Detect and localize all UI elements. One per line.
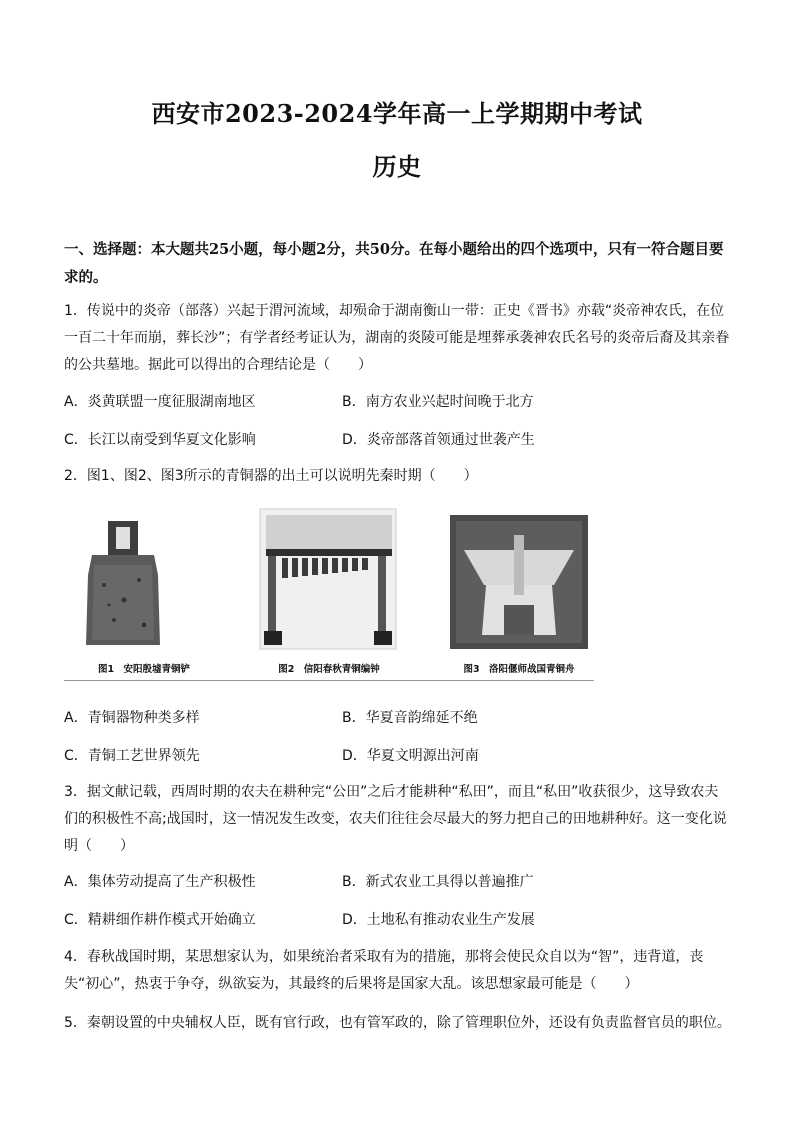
question-3-option-a: A．集体劳动提高了生产积极性 bbox=[64, 874, 256, 890]
bronze-bells-image bbox=[254, 505, 404, 655]
question-1-option-a: A．炎黄联盟一度征服湖南地区 bbox=[64, 394, 256, 410]
figure-divider bbox=[64, 680, 594, 681]
figure-1 bbox=[64, 505, 224, 681]
question-2-option-b: B．华夏音韵绵延不绝 bbox=[342, 710, 478, 726]
subject-title: 历史 bbox=[372, 152, 422, 181]
question-2-option-a: A．青铜器物种类多样 bbox=[64, 710, 200, 726]
question-5-stem: 5．秦朝设置的中央辅权人臣，既有官行政，也有管军政的，除了管理职位外，还设有负责监督官员的职位。 bbox=[64, 1015, 731, 1031]
question-1-option-c: C．长江以南受到华夏文化影响 bbox=[64, 432, 256, 448]
figure-2-caption: 图2 信阳春秋青铜编钟 bbox=[278, 664, 380, 675]
question-4-stem: 4．春秋战国时期，某思想家认为，如果统治者采取有为的措施，那将会使民众自以为“智”，违背道，丧失“初心”，热衷于争夺，纵欲妄为，其最终的后果将是国家大乱。该思想家最可能是（ ） bbox=[64, 949, 704, 992]
question-3-option-d: D．土地私有推动农业生产发展 bbox=[342, 912, 535, 928]
question-3-option-c: C．精耕细作耕作模式开始确立 bbox=[64, 912, 256, 928]
question-3-option-b: B．新式农业工具得以普遍推广 bbox=[342, 874, 534, 890]
figure-1-caption: 图1 安阳殷墟青铜铲 bbox=[97, 664, 191, 675]
figure-3 bbox=[444, 505, 594, 681]
exam-title: 西安市2023-2024学年高一上学期期中考试 bbox=[151, 99, 643, 128]
question-1-option-b: B．南方农业兴起时间晚于北方 bbox=[342, 394, 534, 410]
figure-3-caption: 图3 洛阳偃师战国青铜舟 bbox=[463, 664, 575, 675]
section-heading: 一、选择题：本大题共25小题，每小题2分，共50分。在每小题给出的四个选项中，只有一符合题目要求的。 bbox=[64, 241, 724, 286]
question-2-stem: 2．图1、图2、图3所示的青铜器的出土可以说明先秦时期（ ） bbox=[64, 468, 478, 484]
question-1-stem: 1．传说中的炎帝（部落）兴起于渭河流域，却殒命于湖南衡山一带：正史《晋书》亦载“炎帝神农氏，在位一百二十年而崩，葬长沙”；有学者经考证认为，湖南的炎陵可能是埋葬承袭神农氏名号的炎帝后裔及其亲眷的公共墓地。据此可以得出的合理结论是（ ） bbox=[64, 303, 730, 373]
figure-2 bbox=[254, 505, 404, 681]
bronze-figures bbox=[64, 505, 594, 681]
question-1-option-d: D．炎帝部落首领通过世袭产生 bbox=[342, 432, 535, 448]
bronze-boat-image bbox=[444, 505, 594, 655]
question-2-option-d: D．华夏文明源出河南 bbox=[342, 748, 479, 764]
bronze-shovel-image bbox=[64, 505, 224, 655]
question-2-option-c: C．青铜工艺世界领先 bbox=[64, 748, 200, 764]
question-3-stem: 3．据文献记载，西周时期的农夫在耕种完“公田”之后才能耕种“私田”，而且“私田”收获很少，这导致农夫们的积极性不高;战国时，这一情况发生改变，农夫们往往会尽最大的努力把自己的田地耕种好。这一变化说明（ ） bbox=[64, 784, 727, 854]
